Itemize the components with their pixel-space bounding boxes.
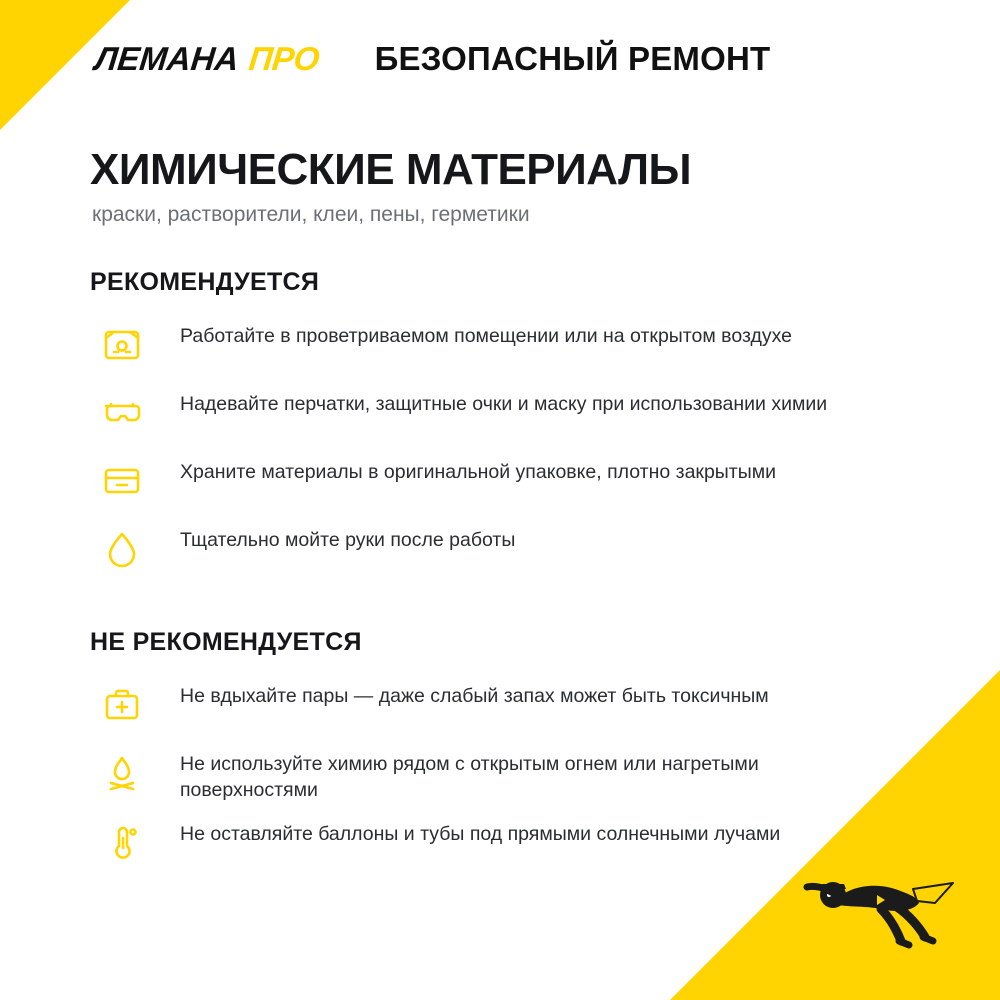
list-item-text: Храните материалы в оригинальной упаковке, плотно закрытыми xyxy=(180,461,777,483)
brand-logo xyxy=(95,40,319,78)
list-item-text: Надевайте перчатки, защитные очки и маску при использовании химии xyxy=(180,393,828,415)
ventilation-window-icon xyxy=(90,315,154,373)
page-subtitle: краски, растворители, клеи, пены, герметики xyxy=(92,203,530,226)
list-item-text: Работайте в проветриваемом помещении или на открытом воздухе xyxy=(180,325,792,347)
list-item xyxy=(90,455,920,509)
section-recommended xyxy=(90,268,920,591)
thermometer-icon xyxy=(90,813,154,871)
open-flame-icon xyxy=(90,743,154,801)
list-item xyxy=(90,679,920,733)
storage-box-icon xyxy=(90,451,154,509)
section-heading: НЕ РЕКОМЕНДУЕТСЯ xyxy=(90,628,362,656)
section-heading: РЕКОМЕНДУЕТСЯ xyxy=(90,268,320,296)
logo-text-accent: ПРО xyxy=(246,40,321,77)
list-item xyxy=(90,319,920,373)
header xyxy=(95,40,770,78)
list-item xyxy=(90,747,920,803)
page-title: ХИМИЧЕСКИЕ МАТЕРИАЛЫ xyxy=(90,145,692,194)
list-item-text: Не оставляйте баллоны и тубы под прямыми солнечными лучами xyxy=(180,823,781,845)
header-title: БЕЗОПАСНЫЙ РЕМОНТ xyxy=(374,40,771,77)
list-item xyxy=(90,387,920,441)
safety-goggles-icon xyxy=(90,383,154,441)
list-item-text: Не вдыхайте пары — даже слабый запах может быть токсичным xyxy=(180,685,769,707)
logo-text-main: ЛЕМАНА xyxy=(93,40,241,77)
mascot-illustration xyxy=(785,845,965,965)
water-drop-icon xyxy=(90,519,154,577)
first-aid-kit-icon xyxy=(90,675,154,733)
list-item-text: Тщательно мойте руки после работы xyxy=(180,529,516,551)
list-item-text: Не используйте химию рядом с открытым огнем или нагретыми поверхностями xyxy=(180,753,759,801)
list-item xyxy=(90,523,920,577)
